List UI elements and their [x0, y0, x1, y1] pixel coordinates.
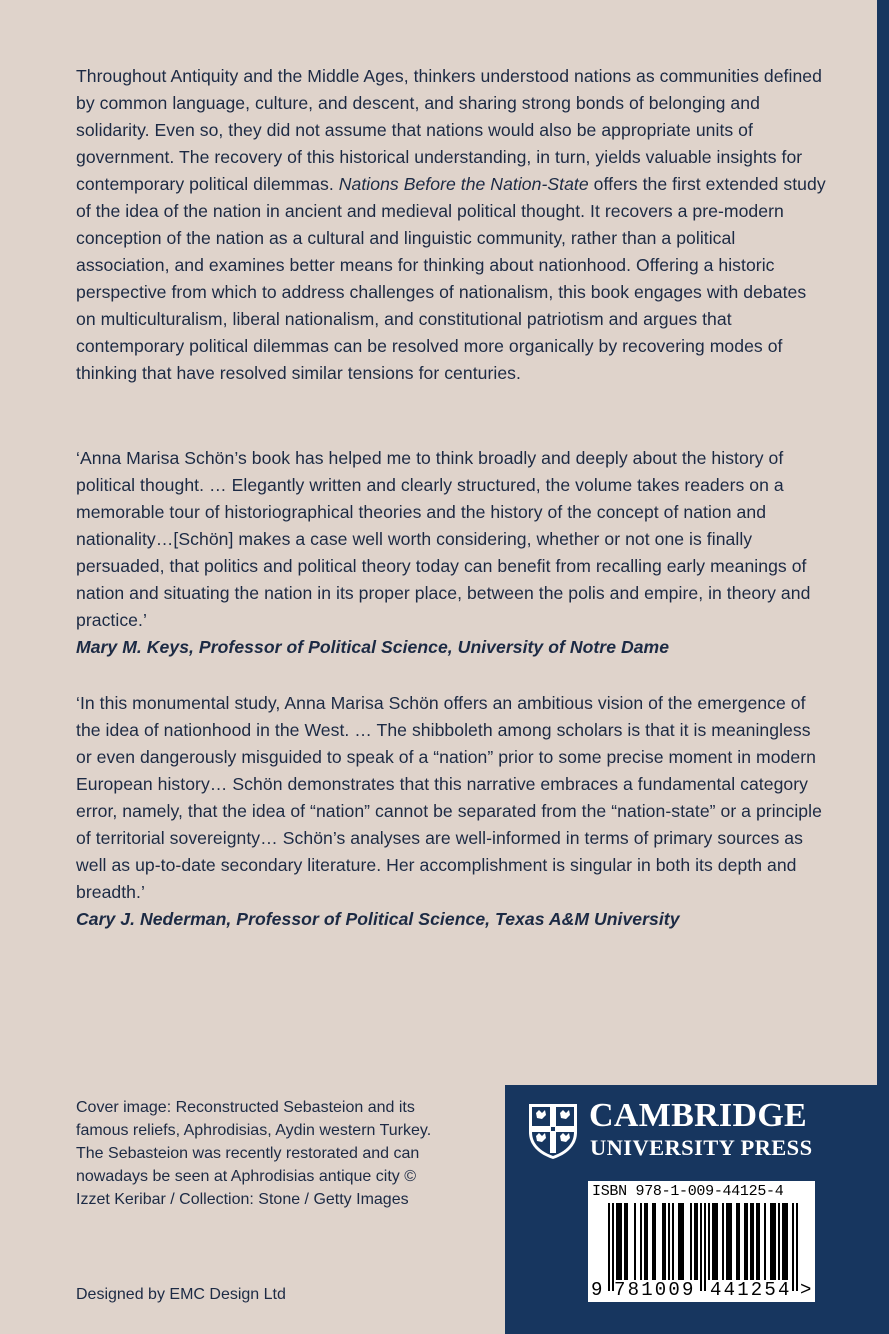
barcode-bar [726, 1203, 728, 1280]
barcode-bar [736, 1203, 738, 1280]
barcode-guard-bar [608, 1203, 610, 1291]
barcode-bar [618, 1203, 620, 1280]
barcode-bar [646, 1203, 648, 1280]
barcode-guard-bar [612, 1203, 614, 1291]
barcode-quiet-zone-mark: > [800, 1279, 812, 1301]
barcode-bar [652, 1203, 654, 1280]
barcode-bar [644, 1203, 646, 1280]
publisher-panel [505, 1085, 889, 1334]
barcode-bar [664, 1203, 666, 1280]
barcode-bar [620, 1203, 622, 1280]
barcode-bar [722, 1203, 724, 1280]
barcode-bar [640, 1203, 642, 1280]
barcode-bar [624, 1203, 626, 1280]
barcode-bar [682, 1203, 684, 1280]
barcode-bar [694, 1203, 696, 1280]
barcode-guard-bar [796, 1203, 798, 1291]
barcode-bar [716, 1203, 718, 1280]
barcode-bar [752, 1203, 754, 1280]
barcode-bar [744, 1203, 746, 1280]
endorsement-attribution: Mary M. Keys, Professor of Political Science, University of Notre Dame [76, 637, 670, 657]
barcode-bar [672, 1203, 674, 1280]
barcode-bar [634, 1203, 636, 1280]
barcode-bar [772, 1203, 774, 1280]
barcode-bar [728, 1203, 730, 1280]
barcode-bar [774, 1203, 776, 1280]
barcode-bar [786, 1203, 788, 1280]
book-description [76, 63, 826, 387]
barcode-digit-group-right: 441254 [710, 1279, 792, 1301]
description-text-start: Throughout Antiquity and the Middle Ages, thinkers understood nations as communities defined by common language, culture, and descent, and sharing strong bonds of belonging and solidarity. Even so, they did not assume that nations would also be appropriate units of government. The recovery of this historical understanding, in turn, yields valuable insights for contemporary political dilemmas. [76, 66, 822, 194]
endorsement-quote: ‘In this monumental study, Anna Marisa Schön offers an ambitious vision of the emergence of the idea of nationhood in the West. … The shibboleth among scholars is that it is meaningless or even dangerously misguided to speak of a “nation” prior to some precise moment in modern European history… Schön demonstrates that this narrative embraces a fundamental category error, namely, that the idea of “nation” cannot be separated from the “nation-state” or a principle of territorial sovereignty… Schön’s analyses are well-informed in terms of primary sources as well as up-to-date secondary literature. Her accomplishment is singular in both its depth and breadth.’ [76, 693, 822, 902]
barcode-bar [750, 1203, 752, 1280]
publisher-name: CAMBRIDGE [589, 1097, 808, 1134]
barcode-bar [616, 1203, 618, 1280]
barcode-bar [626, 1203, 628, 1280]
barcode-digit-lead: 9 [591, 1279, 603, 1301]
cover-image-credit: Cover image: Reconstructed Sebasteion and its famous reliefs, Aphrodisias, Aydin western Turkey. The Sebasteion was recently restorated and can nowadays be seen at Aphrodisias antique city © Izzet Keribar / Collection: Stone / Getty Images [76, 1099, 432, 1208]
barcode-bar [758, 1203, 760, 1280]
barcode-bar [712, 1203, 714, 1280]
barcode-bar [730, 1203, 732, 1280]
description-paragraph [76, 63, 826, 387]
endorsement-quote: ‘Anna Marisa Schön’s book has helped me to think broadly and deeply about the history of political thought. … Elegantly written and clearly structured, the volume takes readers on a memorable tour of historiographical theories and the history of the concept of nation and nationality…[Schön] makes a case well worth considering, whether or not one is finally persuaded, that politics and political theory today can benefit from recalling early meanings of nation and situating the nation in its proper place, between the polis and empire, in theory and practice.’ [76, 448, 811, 630]
barcode-bar [770, 1203, 772, 1280]
barcode-bar [690, 1203, 692, 1280]
endorsement-2 [76, 690, 826, 933]
barcode-bar [764, 1203, 766, 1280]
barcode-digit-group-left: 781009 [614, 1279, 696, 1301]
barcode-bar [782, 1203, 784, 1280]
barcode-bar [668, 1203, 670, 1280]
barcode-bar [662, 1203, 664, 1280]
barcode-bar [696, 1203, 698, 1280]
barcode-bar [756, 1203, 758, 1280]
endorsement-attribution: Cary J. Nederman, Professor of Political Science, Texas A&M University [76, 909, 680, 929]
barcode-bar [678, 1203, 680, 1280]
isbn-label: ISBN 978-1-009-44125-4 [592, 1183, 784, 1200]
cambridge-crest-icon [527, 1102, 579, 1160]
barcode-bar [714, 1203, 716, 1280]
barcode-bar [746, 1203, 748, 1280]
barcode-guard-bar [700, 1203, 702, 1291]
barcode-bar [654, 1203, 656, 1280]
barcode-bar [784, 1203, 786, 1280]
book-title: Nations Before the Nation-State [338, 174, 589, 194]
publisher-subname: UNIVERSITY PRESS [590, 1135, 813, 1160]
barcode-bar [680, 1203, 682, 1280]
isbn-barcode [588, 1181, 815, 1302]
barcode-guard-bar [792, 1203, 794, 1291]
barcode-digits [588, 1280, 815, 1300]
endorsement-1 [76, 445, 826, 661]
designer-credit: Designed by EMC Design Ltd [76, 1286, 286, 1303]
barcode-bar [708, 1203, 710, 1280]
barcode-bar [778, 1203, 780, 1280]
description-text-end: offers the first extended study of the idea of the nation in ancient and medieval political thought. It recovers a pre-modern conception of the nation as a cultural and linguistic community, rather than a political association, and examines better means for thinking about nationhood. Offering a historic perspective from which to address challenges of nationalism, this book engages with debates on multiculturalism, liberal nationalism, and constitutional patriotism and argues that contemporary political dilemmas can be resolved more organically by recovering modes of thinking that have resolved similar tensions for centuries. [76, 174, 826, 383]
barcode-guard-bar [704, 1203, 706, 1291]
barcode-bar [738, 1203, 740, 1280]
